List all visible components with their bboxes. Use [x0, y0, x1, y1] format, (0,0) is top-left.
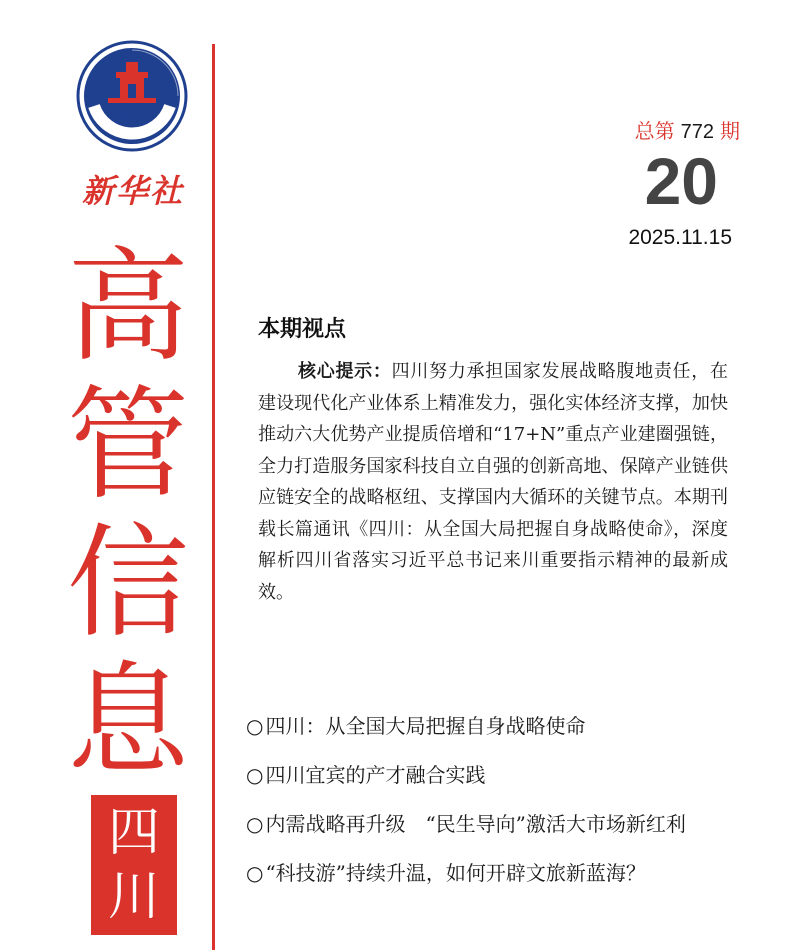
article-list — [246, 714, 786, 910]
circle-bullet-icon: ○ — [246, 812, 264, 836]
summary-paragraph — [258, 356, 728, 608]
brand-name: 新华社 — [81, 172, 184, 210]
issue-total-suffix: 期 — [720, 121, 740, 143]
xinhua-logo — [76, 40, 188, 152]
region-char: 川 — [107, 867, 160, 927]
circle-bullet-icon: ○ — [246, 714, 264, 738]
vertical-divider — [212, 44, 215, 950]
issue-number: 20 — [644, 144, 718, 218]
summary-text: 四川努力承担国家发展战略腹地责任，在建设现代化产业体系上精准发力，强化实体经济支撑，加快推动六大优势产业提质倍增和“17+N”重点产业建圈强链，全力打造服务国家科技自立自强的创新高地、保障产业链供应链安全的战略枢纽、支撑国内大循环的关键节点。本期刊载长篇通讯《四川：从全国大局把握自身战略使命》，深度解析四川省落实习近平总书记来川重要指示精神的最新成效。 — [258, 361, 729, 603]
issue-date: 2025.11.15 — [628, 226, 732, 249]
xinhua-emblem-icon — [76, 40, 188, 152]
article-title: “科技游”持续升温，如何开辟文旅新蓝海？ — [265, 861, 646, 885]
issue-total — [560, 115, 740, 144]
title-char: 息 — [67, 650, 189, 792]
circle-bullet-icon: ○ — [246, 763, 264, 787]
article-title: 内需战略再升级 “民生导向”激活大市场新红利 — [265, 812, 686, 836]
article-title: 四川：从全国大局把握自身战略使命 — [265, 714, 586, 738]
article-item[interactable] — [246, 714, 786, 763]
article-title: 四川宜宾的产才融合实践 — [265, 763, 486, 787]
circle-bullet-icon: ○ — [246, 861, 264, 885]
title-char: 高 — [67, 236, 189, 378]
article-item[interactable] — [246, 763, 786, 812]
title-char: 管 — [67, 374, 189, 516]
issue-total-prefix: 总第 — [634, 121, 675, 143]
summary-label: 核心提示： — [298, 361, 392, 382]
title-char: 信 — [67, 512, 189, 654]
logo-text: XINHUA — [110, 110, 154, 121]
section-title: 本期视点 — [258, 316, 347, 342]
region-badge — [91, 795, 177, 935]
issue-total-number: 772 — [680, 121, 714, 143]
article-item[interactable] — [246, 812, 786, 861]
publication-title — [58, 238, 198, 790]
region-char: 四 — [107, 803, 160, 863]
article-item[interactable] — [246, 861, 786, 910]
